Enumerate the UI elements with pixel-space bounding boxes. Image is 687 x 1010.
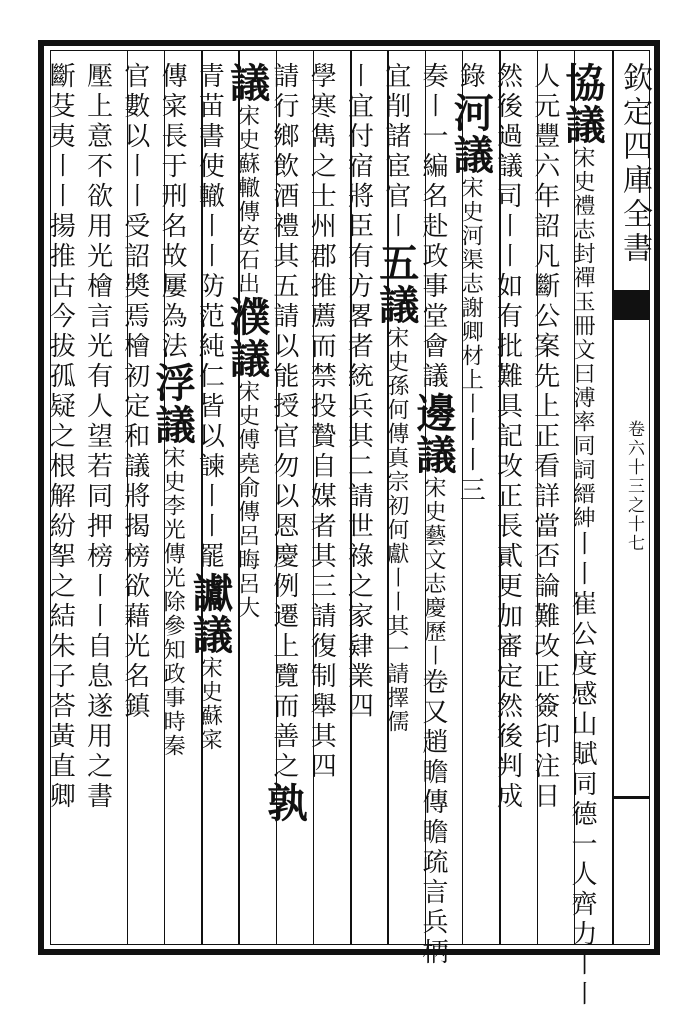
text-column-11: [186, 62, 236, 932]
heading-xie-yi: 協議: [558, 62, 606, 146]
heading-fu-yi: 浮議: [149, 362, 197, 446]
citation: 宋史禮志封禪玉冊文曰溥率同詞縉紳: [569, 146, 595, 530]
text-column-14: [82, 62, 124, 932]
column-text: 〡〡崔公度感山賦同德一人齊力〡〡: [566, 530, 597, 1010]
text-column-6: [372, 62, 422, 932]
column-text: 〡一編名赴政事堂會議: [417, 92, 448, 392]
column-text: 〡宜付宿將: [343, 62, 374, 212]
text-column-3: [492, 62, 534, 932]
text-column-8: [306, 62, 348, 932]
margin-rule: [612, 50, 614, 945]
text-column-4: [447, 62, 497, 932]
juan-number: 卷六十三之十七: [624, 420, 644, 553]
citation: 宋史孫何傳真宗初何獻〡〡其一請擇儒: [383, 326, 409, 734]
text-column-9: [260, 62, 311, 932]
heading-wu-yi: 五議: [372, 242, 420, 326]
column-text: 檜初定和議將揭榜欲藉光名鎮: [119, 332, 150, 722]
heading-yi: 議: [223, 62, 271, 104]
text-column-10: [223, 62, 273, 932]
column-text: 官數以〡〡受詔奬焉: [119, 62, 150, 332]
citation: 宋史: [197, 656, 223, 704]
citation: 宋史傅堯俞傳呂晦呂大: [234, 380, 260, 620]
column-text: 人元豐六年詔凡斷公案先上正看詳當否論難改正簽印注日: [529, 62, 560, 812]
column-text: 請行鄉飲酒禮其五請以能授官勿以恩慶例遷上覽而善之: [268, 62, 299, 782]
text-column-5: [409, 62, 460, 968]
heading-shu: 孰: [260, 782, 308, 824]
citation: 宋史蘇轍傳安石出: [234, 104, 260, 296]
citation-tail: 蘇寀: [197, 704, 223, 752]
column-text: 壓上意不欲用光檜言光有人望若同押榜〡〡自息遂用之書: [82, 62, 113, 812]
column-text: 青苗書使轍〡〡: [194, 62, 225, 272]
citation: 宋史李光傳光除參知政事時秦: [160, 446, 186, 758]
text-column-2: [529, 62, 572, 932]
text-column-1: [558, 62, 609, 1010]
citation: 宋史藝文志慶歷〡: [420, 476, 446, 668]
fishtail-mark: [614, 290, 650, 320]
heading-bian-yi: 邊議: [409, 392, 457, 476]
heading-pu-yi: 濮議: [223, 296, 271, 380]
library-title: 欽定四庫全書: [617, 62, 652, 266]
text-column-12: [149, 62, 199, 932]
column-text: 錄: [455, 62, 486, 92]
fishtail-lower-rule: [614, 796, 650, 799]
column-text: 學寒雋之士州郡推薦而禁投贄自媒者其三請復制舉其四: [306, 62, 337, 782]
text-column-13: [119, 62, 162, 932]
column-text: 傳寀長于刑名故屢為法: [157, 62, 188, 362]
citation: 宋史河渠志謝卿材上〡: [458, 176, 484, 416]
column-text: 奏: [417, 62, 448, 92]
column-text: 宜削諸宦官〡: [380, 62, 411, 242]
column-text: 然後過議司〡〡如有批難具記改正長貳更加審定然後判成: [492, 62, 523, 812]
text-column-7: [343, 62, 385, 932]
column-text: 卷又趙瞻傳瞻疏言兵柄: [417, 668, 448, 968]
text-column-15: [45, 62, 87, 932]
heading-he-yi: 河議: [447, 92, 495, 176]
column-text: 〡〡三: [455, 416, 486, 506]
column-text: 臣有方畧者統兵其二請世祿之家肄業四: [343, 212, 374, 722]
heading-yan-yi: 讞議: [186, 572, 234, 656]
column-text: 斷芟夷〡〡揚推古今拔孤疑之根解紛挐之結朱子荅黃直卿: [45, 62, 76, 812]
column-text: 防范純仁皆以諫〡〡罷: [194, 272, 225, 572]
